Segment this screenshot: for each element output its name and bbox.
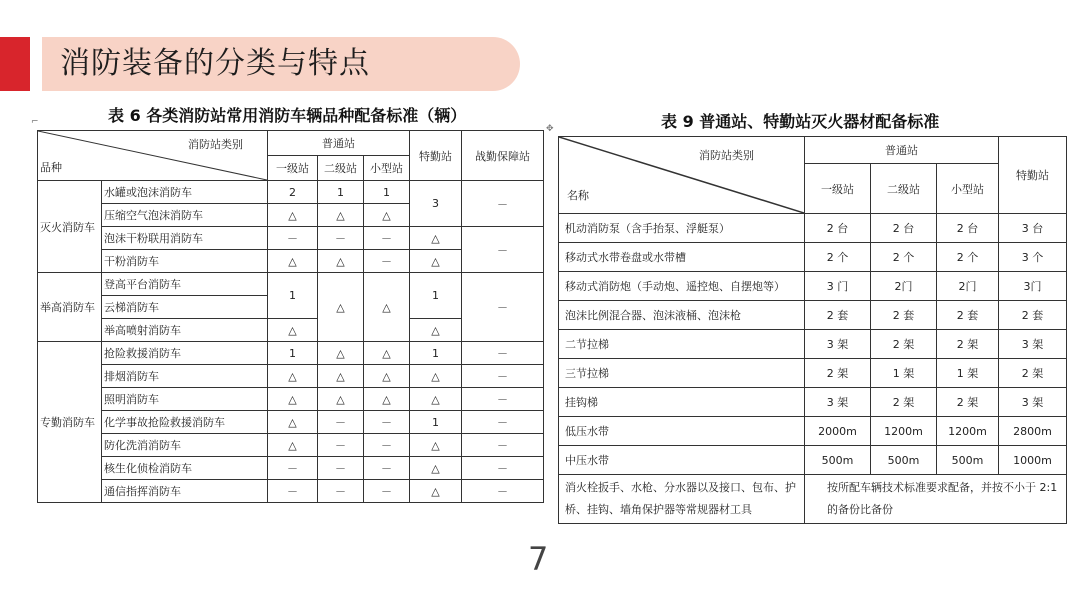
cell: － <box>364 411 410 434</box>
cell: △ <box>410 480 462 503</box>
cell: 500m <box>805 446 871 475</box>
page-title: 消防装备的分类与特点 <box>60 46 370 81</box>
table-row <box>38 480 544 503</box>
cell: 2 架 <box>871 330 937 359</box>
table-row <box>38 434 544 457</box>
table6 <box>37 130 544 503</box>
cell: － <box>462 388 544 411</box>
row-name: 二节拉梯 <box>559 330 805 359</box>
cell: － <box>462 181 544 227</box>
section-name: 举高消防车 <box>38 273 102 342</box>
row-name: 移动式消防炮（手动炮、遥控炮、自摆炮等） <box>559 272 805 301</box>
cell: △ <box>318 250 364 273</box>
cell: 2 架 <box>805 359 871 388</box>
row-name: 化学事故抢险救援消防车 <box>102 411 268 434</box>
cell: － <box>318 434 364 457</box>
header-level1: 一级站 <box>268 156 318 181</box>
table-row <box>38 181 544 204</box>
cell: △ <box>410 365 462 388</box>
row-name: 挂钩梯 <box>559 388 805 417</box>
cell: 2 套 <box>805 301 871 330</box>
cell: 3 <box>410 181 462 227</box>
cell: 3 门 <box>805 272 871 301</box>
cell: △ <box>364 342 410 365</box>
note-line: 按所配车辆技术标准要求配备，并按不小于 2:1 <box>827 481 1058 494</box>
row-name: 三节拉梯 <box>559 359 805 388</box>
cell: 1 <box>410 273 462 319</box>
cell: － <box>462 273 544 342</box>
table-row <box>38 342 544 365</box>
cell: 2门 <box>871 272 937 301</box>
cell: 1 <box>410 342 462 365</box>
header-small: 小型站 <box>364 156 410 181</box>
cell: 2800m <box>999 417 1067 446</box>
cell: △ <box>364 204 410 227</box>
cell: 1 架 <box>937 359 999 388</box>
table-row <box>559 446 1067 475</box>
cell: △ <box>410 250 462 273</box>
cell: 2 套 <box>937 301 999 330</box>
cell: 500m <box>937 446 999 475</box>
table6-header-row <box>38 131 544 156</box>
cell: 1200m <box>937 417 999 446</box>
row-name: 举高喷射消防车 <box>102 319 268 342</box>
header-combat: 战勤保障站 <box>462 131 544 181</box>
cell: △ <box>318 342 364 365</box>
cell: － <box>462 457 544 480</box>
table6-corner-cell <box>38 131 268 181</box>
table9-caption: 表 9 普通站、特勤站灭火器材配备标准 <box>661 112 940 131</box>
cell: 1000m <box>999 446 1067 475</box>
cell: － <box>318 480 364 503</box>
cell: 1 <box>268 273 318 319</box>
table-row <box>559 330 1067 359</box>
cell: 2 套 <box>999 301 1067 330</box>
cell: △ <box>318 273 364 342</box>
cell: △ <box>268 365 318 388</box>
cell: － <box>268 480 318 503</box>
table-row <box>38 227 544 250</box>
cell: 1 <box>410 411 462 434</box>
header-group: 普通站 <box>268 131 410 156</box>
cell: 2000m <box>805 417 871 446</box>
cell: △ <box>318 365 364 388</box>
header-level1: 一级站 <box>805 164 871 214</box>
table9 <box>558 136 1067 524</box>
header-level2: 二级站 <box>871 164 937 214</box>
cell: △ <box>268 388 318 411</box>
cell: － <box>462 411 544 434</box>
table-row <box>38 411 544 434</box>
note-cell <box>805 475 1067 524</box>
table-row <box>559 359 1067 388</box>
cell: 2门 <box>937 272 999 301</box>
row-name: 泡沫干粉联用消防车 <box>102 227 268 250</box>
cell: 3 架 <box>999 388 1067 417</box>
cell: － <box>268 457 318 480</box>
cell: － <box>364 227 410 250</box>
cell: － <box>318 457 364 480</box>
cell: △ <box>268 319 318 342</box>
row-name: 干粉消防车 <box>102 250 268 273</box>
note-line: 的备份比备份 <box>827 503 893 516</box>
cell: 3 架 <box>999 330 1067 359</box>
row-name: 登高平台消防车 <box>102 273 268 296</box>
cell: 500m <box>871 446 937 475</box>
row-name: 移动式水带卷盘或水带槽 <box>559 243 805 272</box>
cell: △ <box>268 250 318 273</box>
table9-corner-cell <box>559 137 805 214</box>
table9-header-row <box>559 137 1067 164</box>
table-row <box>559 388 1067 417</box>
cell: 2 架 <box>937 388 999 417</box>
table-row <box>559 214 1067 243</box>
corner-label-bottom: 名称 <box>567 189 589 202</box>
row-name: 中压水带 <box>559 446 805 475</box>
cell: 2 架 <box>937 330 999 359</box>
row-name: 水罐或泡沫消防车 <box>102 181 268 204</box>
table-row <box>559 272 1067 301</box>
cell: － <box>268 227 318 250</box>
cell: 3 台 <box>999 214 1067 243</box>
row-name: 泡沫比例混合器、泡沫液桶、泡沫枪 <box>559 301 805 330</box>
row-name: 低压水带 <box>559 417 805 446</box>
cell: － <box>462 434 544 457</box>
table-row <box>38 273 544 296</box>
cell: 2 个 <box>805 243 871 272</box>
row-name: 云梯消防车 <box>102 296 268 319</box>
cell: － <box>318 411 364 434</box>
row-name-line: 消火栓扳手、水枪、分水器以及接口、包布、护 <box>565 481 796 494</box>
title-accent-block <box>0 37 30 91</box>
diagonal-line <box>559 137 804 213</box>
cell: 1200m <box>871 417 937 446</box>
cell: 1 <box>318 181 364 204</box>
cell: △ <box>410 457 462 480</box>
cell: 2 台 <box>937 214 999 243</box>
row-name: 核生化侦检消防车 <box>102 457 268 480</box>
cell: 1 <box>268 342 318 365</box>
corner-label-bottom: 品种 <box>40 161 62 174</box>
anchor-icon: ⌐ <box>31 117 39 127</box>
header-group: 普通站 <box>805 137 999 164</box>
row-name: 排烟消防车 <box>102 365 268 388</box>
cell: △ <box>364 388 410 411</box>
section-name: 灭火消防车 <box>38 181 102 273</box>
cell: － <box>364 480 410 503</box>
table6-caption: 表 6 各类消防站常用消防车辆品种配备标准（辆） <box>108 106 467 125</box>
cell: 1 <box>364 181 410 204</box>
cell: － <box>462 480 544 503</box>
corner-label-top: 消防站类别 <box>699 149 754 162</box>
header-small: 小型站 <box>937 164 999 214</box>
table-row <box>559 475 1067 524</box>
cell: － <box>364 250 410 273</box>
cell: △ <box>268 434 318 457</box>
cell: － <box>462 365 544 388</box>
table-row <box>38 457 544 480</box>
row-name: 抢险救援消防车 <box>102 342 268 365</box>
table-row <box>38 365 544 388</box>
cell: 2 个 <box>871 243 937 272</box>
cell: 2 架 <box>999 359 1067 388</box>
move-handle-icon[interactable]: ✥ <box>546 124 554 134</box>
section-name: 专勤消防车 <box>38 342 102 503</box>
cell: 3 架 <box>805 388 871 417</box>
table-row <box>559 417 1067 446</box>
cell: △ <box>410 227 462 250</box>
cell: 3 个 <box>999 243 1067 272</box>
cell: △ <box>364 273 410 342</box>
row-name: 机动消防泵（含手抬泵、浮艇泵） <box>559 214 805 243</box>
cell: 2 <box>268 181 318 204</box>
table-row <box>559 301 1067 330</box>
cell: － <box>462 227 544 273</box>
cell: △ <box>410 388 462 411</box>
table-row <box>559 243 1067 272</box>
cell: △ <box>318 204 364 227</box>
row-name: 压缩空气泡沫消防车 <box>102 204 268 227</box>
cell: 2 套 <box>871 301 937 330</box>
cell: 1 架 <box>871 359 937 388</box>
row-name: 防化洗消消防车 <box>102 434 268 457</box>
page-number: 7 <box>528 540 549 578</box>
row-name: 通信指挥消防车 <box>102 480 268 503</box>
cell: 2 个 <box>937 243 999 272</box>
row-name: 照明消防车 <box>102 388 268 411</box>
cell: － <box>462 342 544 365</box>
row-name-line: 桥、挂钩、墙角保护器等常规器材工具 <box>565 503 752 516</box>
cell: 3门 <box>999 272 1067 301</box>
cell: － <box>364 434 410 457</box>
header-special: 特勤站 <box>999 137 1067 214</box>
cell: △ <box>364 365 410 388</box>
header-special: 特勤站 <box>410 131 462 181</box>
cell: 2 台 <box>805 214 871 243</box>
cell: － <box>318 227 364 250</box>
cell: － <box>364 457 410 480</box>
cell: △ <box>268 411 318 434</box>
header-level2: 二级站 <box>318 156 364 181</box>
cell: △ <box>318 388 364 411</box>
cell: △ <box>268 204 318 227</box>
cell: △ <box>410 434 462 457</box>
cell: 3 架 <box>805 330 871 359</box>
cell: 2 台 <box>871 214 937 243</box>
corner-label-top: 消防站类别 <box>188 138 243 151</box>
cell: 2 架 <box>871 388 937 417</box>
cell: △ <box>410 319 462 342</box>
row-name-multiline <box>559 475 805 524</box>
table-row <box>38 388 544 411</box>
